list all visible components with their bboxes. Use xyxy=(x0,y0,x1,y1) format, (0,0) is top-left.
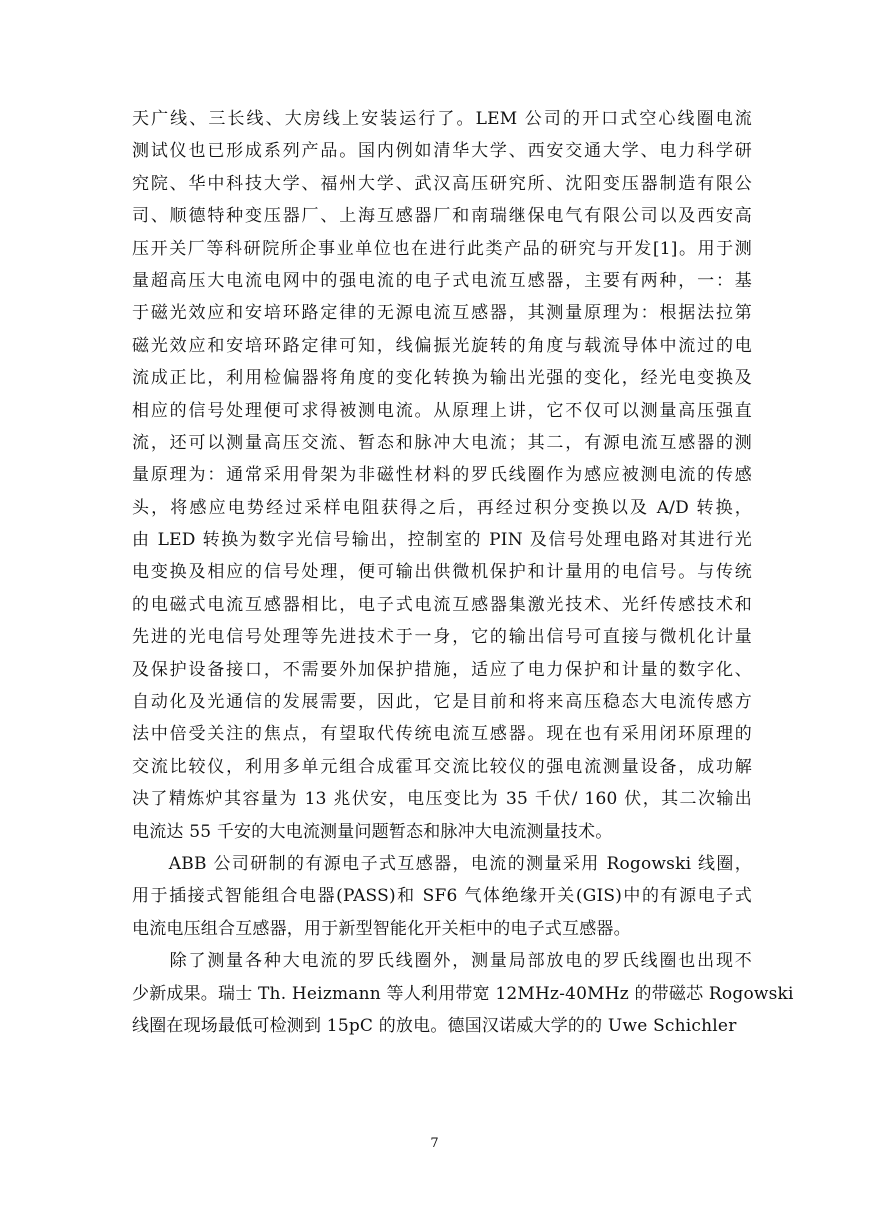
text-line: 自动化及光通信的发展需要，因此，它是目前和将来高压稳态大电流传感方 xyxy=(132,692,752,713)
text-line: 压开关厂等科研院所企事业单位也在进行此类产品的研究与开发[1]。用于测 xyxy=(132,238,752,259)
text-line: 天广线、三长线、大房线上安装运行了。LEM 公司的开口式空心线圈电流 xyxy=(132,109,752,129)
text-line: 头，将感应电势经过采样电阻获得之后，再经过积分变换以及 A/D 转换， xyxy=(132,497,752,518)
text-line: 的电磁式电流互感器相比，电子式电流互感器集激光技术、光纤传感技术和 xyxy=(132,594,752,615)
text-line: 用于插接式智能组合电器(PASS)和 SF6 气体绝缘开关(GIS)中的有源电子式 xyxy=(132,886,752,907)
body-text xyxy=(132,103,794,1042)
text-line: 于磁光效应和安培环路定律的无源电流互感器，其测量原理为：根据法拉第 xyxy=(132,303,752,324)
text-line: 电变换及相应的信号处理，便可输出供微机保护和计量用的电信号。与传统 xyxy=(132,562,752,583)
text-line: 磁光效应和安培环路定律可知，线偏振光旋转的角度与载流导体中流过的电 xyxy=(132,335,752,356)
page-number: 7 xyxy=(430,1136,439,1151)
text-line: 量超高压大电流电网中的强电流的电子式电流互感器，主要有两种，一：基 xyxy=(132,270,752,291)
text-line: 法中倍受关注的焦点，有望取代传统电流互感器。现在也有采用闭环原理的 xyxy=(132,724,752,745)
text-line: 相应的信号处理便可求得被测电流。从原理上讲，它不仅可以测量高压强直 xyxy=(132,400,752,421)
text-line: ABB 公司研制的有源电子式互感器，电流的测量采用 Rogowski 线圈， xyxy=(132,853,752,874)
text-line: 流成正比，利用检偏器将角度的变化转换为输出光强的变化，经光电变换及 xyxy=(132,368,752,389)
text-line: 少新成果。瑞士 Th. Heizmann 等人利用带宽 12MHz-40MHz 的带磁芯 Rogowski xyxy=(132,983,794,1004)
text-line: 电流达 55 千安的大电流测量问题暂态和脉冲大电流测量技术。 xyxy=(132,821,613,842)
text-line: 及保护设备接口，不需要外加保护措施，适应了电力保护和计量的数字化、 xyxy=(132,659,752,680)
text-line: 量原理为：通常采用骨架为非磁性材料的罗氏线圈作为感应被测电流的传感 xyxy=(132,465,752,486)
text-line: 除了测量各种大电流的罗氏线圈外，测量局部放电的罗氏线圈也出现不 xyxy=(132,951,752,972)
text-line: 先进的光电信号处理等先进技术于一身，它的输出信号可直接与微机化计量 xyxy=(132,627,752,648)
text-line: 流，还可以测量高压交流、暂态和脉冲大电流；其二，有源电流互感器的测 xyxy=(132,432,752,453)
text-line: 司、顺德特种变压器厂、上海互感器厂和南瑞继保电气有限公司以及西安高 xyxy=(132,206,752,227)
text-line: 究院、华中科技大学、福州大学、武汉高压研究所、沈阳变压器制造有限公 xyxy=(132,173,752,194)
text-line: 决了精炼炉其容量为 13 兆伏安，电压变比为 35 千伏/ 160 伏，其二次输出 xyxy=(132,789,752,810)
text-line: 电流电压组合互感器，用于新型智能化开关柜中的电子式互感器。 xyxy=(132,918,631,939)
text-line: 交流比较仪，利用多单元组合成霍耳交流比较仪的强电流测量设备，成功解 xyxy=(132,756,752,777)
text-line: 测试仪也已形成系列产品。国内例如清华大学、西安交通大学、电力科学研 xyxy=(132,141,752,162)
text-line: 由 LED 转换为数字光信号输出，控制室的 PIN 及信号处理电路对其进行光 xyxy=(132,530,752,551)
text-line: 线圈在现场最低可检测到 15pC 的放电。德国汉诺威大学的的 Uwe Schichler xyxy=(132,1015,737,1036)
